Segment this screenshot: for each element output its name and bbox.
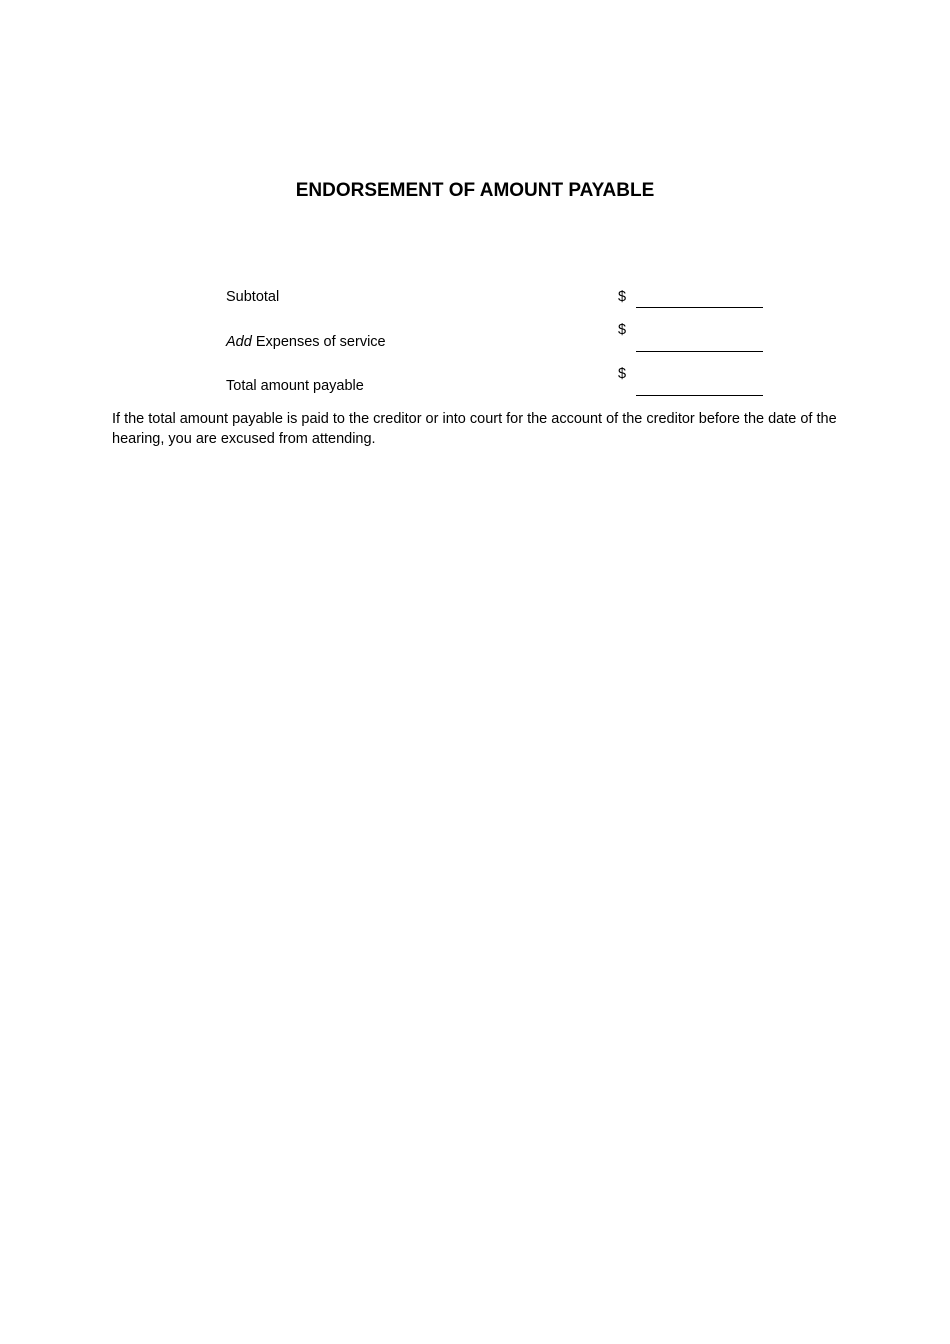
total-label xyxy=(226,378,364,394)
expenses-label xyxy=(226,334,386,350)
subtotal-currency-symbol: $ xyxy=(618,289,627,305)
total-amount-field[interactable] xyxy=(636,395,763,396)
expenses-label-text: Expenses of service xyxy=(255,334,386,350)
total-currency-symbol: $ xyxy=(618,366,627,382)
document-title: ENDORSEMENT OF AMOUNT PAYABLE xyxy=(295,180,655,201)
subtotal-label xyxy=(226,289,279,305)
subtotal-label-text: Subtotal xyxy=(226,289,280,305)
total-label-text: Total amount payable xyxy=(226,378,364,394)
expenses-amount-field[interactable] xyxy=(636,351,763,352)
expenses-currency-symbol: $ xyxy=(618,322,627,338)
subtotal-amount-field[interactable] xyxy=(636,307,763,308)
attendance-notice: If the total amount payable is paid to the creditor or into court for the account of the creditor before the date of the hearing, you are excused from attending. xyxy=(112,411,837,447)
expenses-label-prefix: Add xyxy=(226,334,252,350)
